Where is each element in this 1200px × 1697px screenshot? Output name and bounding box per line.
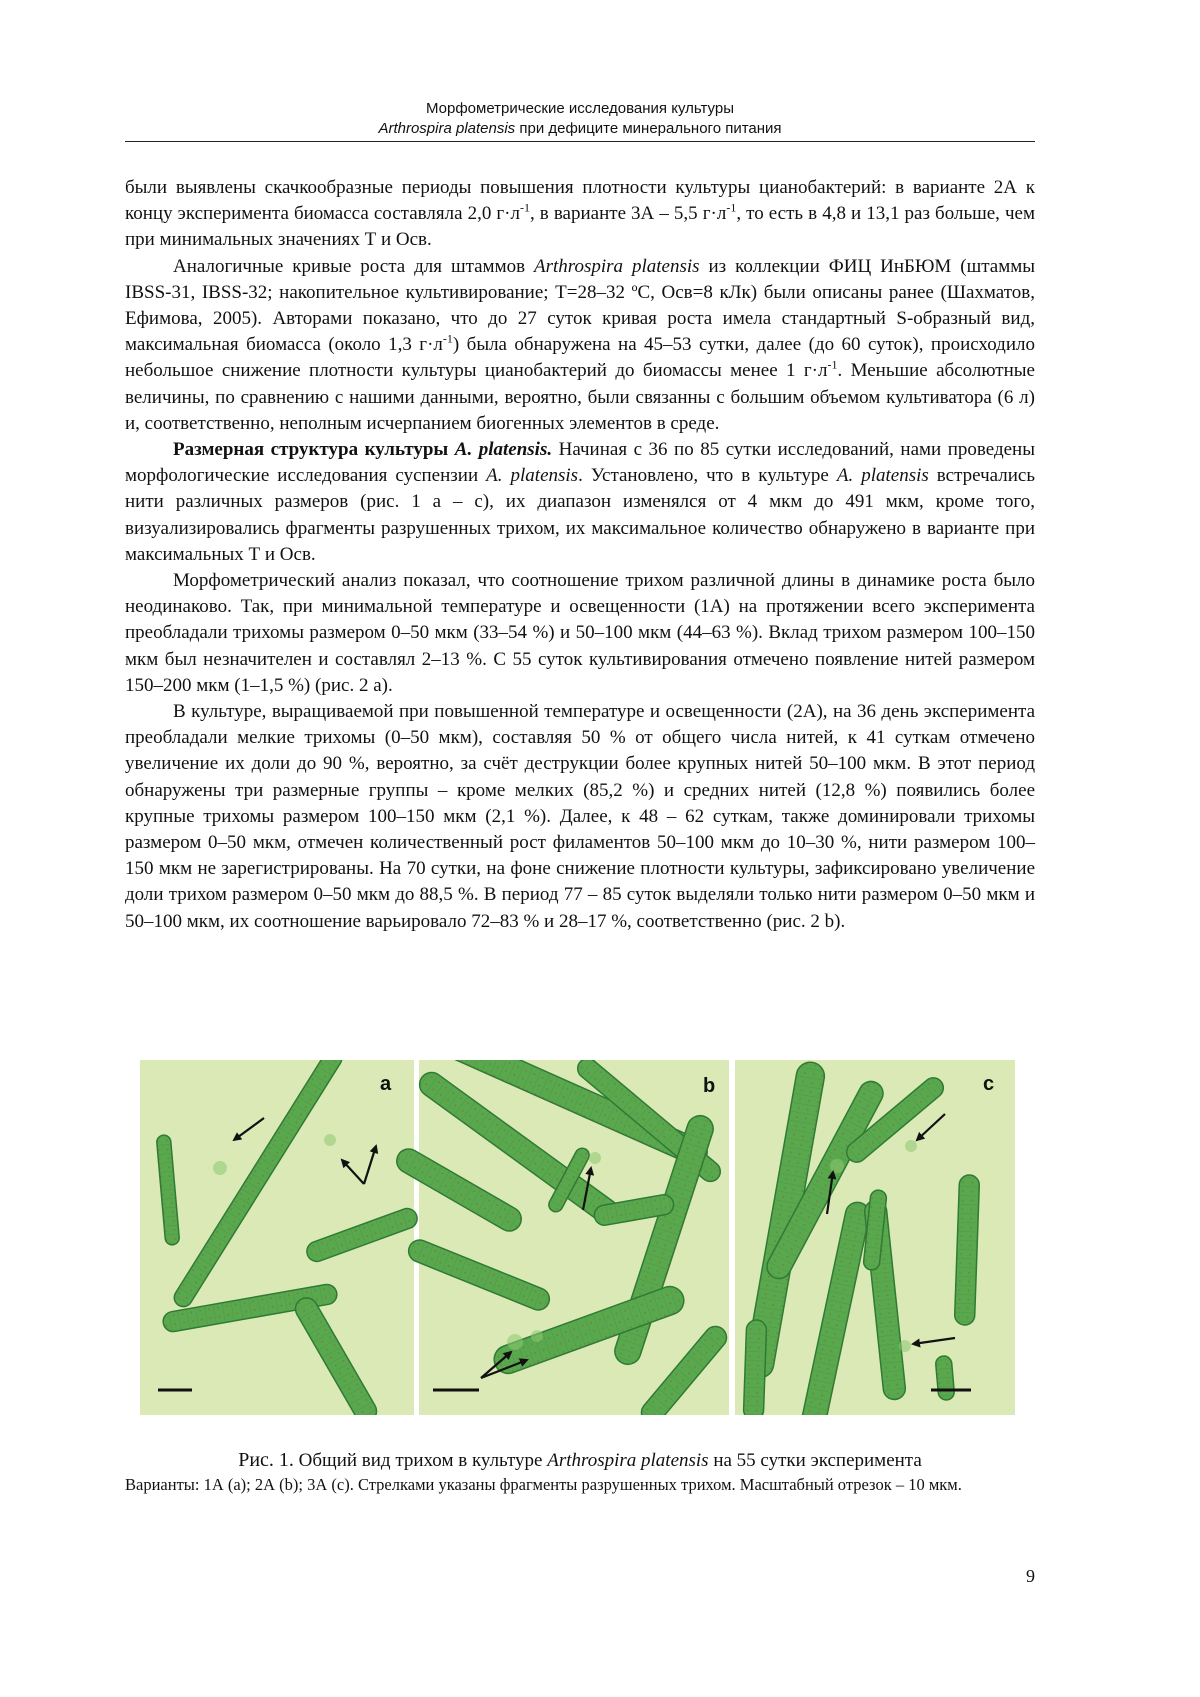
species-name: A. platensis [836, 465, 929, 487]
running-head-species: Arthrospira platensis [378, 120, 516, 137]
text-span: были выявлены скачкообразные периоды повышения плотности культуры цианобактерий: в варианте 2А к концу эксперимента биомасса составляла 2,0 г·л [125, 177, 1035, 225]
text-span: из коллекции ФИЦ ИнБЮМ (штаммы IBSS-31, IBSS-32; накопительное культивирование; T=28–32 ºС, Осв=8 кЛк) были описаны ранее (Шахматов, Ефимова, 2005). Авторами показано, что до 27 суток кривая роста имела стандартный S-образный вид, максимальная биомасса (около 1,3 г·л [125, 255, 1036, 356]
superscript: -1 [442, 331, 453, 346]
text-span: , то есть в 4,8 и 13,1 раз больше, чем при минимальных значениях Т и Осв. [125, 203, 1036, 251]
caption-species: Arthrospira platensis [547, 1450, 709, 1471]
text-span: Начиная с 36 по 85 сутки исследований, нами проведены морфологические исследования суспензии [125, 439, 1035, 487]
micrograph-panel-b [392, 1060, 731, 1415]
page-number: 9 [1026, 1566, 1035, 1586]
figure-label: Рис. 1. [238, 1449, 294, 1471]
section-heading: Размерная структура культуры [173, 439, 455, 461]
panel-label-b: b [703, 1075, 716, 1097]
superscript: -1 [827, 358, 838, 373]
text-span: , в варианте 3А – 5,5 г·л [529, 203, 727, 225]
header-rule [125, 141, 1035, 142]
running-head-line1: Морфометрические исследования культуры [425, 100, 734, 117]
micrograph-panel-a [140, 1060, 420, 1415]
trichome [954, 1175, 979, 1326]
panel-label-c: c [983, 1073, 995, 1095]
micrograph-panel-c [735, 1060, 1015, 1415]
caption-span: Общий вид трихом в культуре [293, 1450, 548, 1471]
species-name: Arthrospira platensis [534, 255, 700, 277]
section-heading-species: A. platensis. [454, 439, 553, 461]
paragraph-3 [125, 437, 1035, 568]
running-head [125, 99, 1035, 139]
figure-1-micrographs [140, 1060, 1015, 1415]
text-span: встречались нити различных размеров (рис. 1 а – с), их диапазон изменялся от 4 мкм до 491 мкм, кроме того, визуализировались фрагменты разрушенных трихом, их максимальное количество обнаружено в варианте при максимальных Т и Осв. [125, 465, 1035, 565]
paragraph-4: Морфометрический анализ показал, что соотношение трихом различной длины в динамике роста было неодинаково. Так, при минимальной температуре и освещенности (1А) на протяжении всего эксперимента преобладали трихомы размером 0–50 мкм (33–54 %) и 50–100 мкм (44–63 %). Вклад трихом размером 100–150 мкм был незначителен и составлял 2–13 %. С 55 суток культивирования отмечено появление нитей размером 150–200 мкм (1–1,5 %) (рис. 2 а). [125, 570, 1035, 696]
trichome [935, 1355, 955, 1400]
trichome [743, 1320, 766, 1415]
figure-1-svg [140, 1060, 1015, 1415]
text-span: Аналогичные кривые роста для штаммов [173, 255, 535, 277]
paragraph-2 [125, 254, 1035, 437]
panel-label-a: a [380, 1073, 392, 1095]
superscript: -1 [726, 200, 737, 215]
figure-caption-text: Варианты: 1А (a); 2А (b); 3А (c). Стрелками указаны фрагменты разрушенных трихом. Масштабный отрезок – 10 мкм. [125, 1475, 962, 1494]
body-text [125, 175, 1035, 935]
text-span: . Меньшие абсолютные величины, по сравнению с нашими данными, вероятно, были связанны с большим объемом культиватора (6 л) и, соответственно, неполным исчерпанием биогенных элементов в среде. [125, 360, 1035, 434]
text-span: . Установлено, что в культуре [578, 465, 837, 487]
species-name: A. platensis [486, 465, 579, 487]
caption-span: на 55 сутки эксперимента [708, 1450, 922, 1471]
running-head-rest: при дефиците минерального питания [515, 120, 782, 137]
running-head-line2 [125, 119, 1035, 139]
paragraph-5: В культуре, выращиваемой при повышенной температуре и освещенности (2А), на 36 день эксперимента преобладали мелкие трихомы (0–50 мкм), составляя 50 % от общего числа нитей, к 41 суткам отмечено увеличение их доли до 90 %, вероятно, за счёт деструкции более крупных нитей 50–100 мкм. В этот период обнаружены три размерные группы – кроме мелких (85,2 %) и средних нитей (12,8 %) появились более крупные трихомы размером 100–150 мкм (2,1 %). Далее, к 48 – 62 суткам, также доминировали трихомы размером 0–50 мкм, отмечен количественный рост филаментов 50–100 мкм до 10–30 %, нити размером 100–150 мкм не зарегистрированы. На 70 сутки, на фоне снижение плотности культуры, зафиксировано увеличение доли трихом размером 0–50 мкм до 88,5 %. В период 77 – 85 суток выделяли только нити размером 0–50 мкм и 50–100 мкм, их соотношение варьировало 72–83 % и 28–17 %, соответственно (рис. 2 b). [125, 701, 1035, 932]
text-span: ) была обнаружена на 45–53 сутки, далее (до 60 суток), происходило небольшое снижение плотности культуры цианобактерий до биомассы менее 1 г·л [125, 334, 1035, 382]
figure-caption-title [125, 1448, 1035, 1473]
paragraph-1 [125, 175, 1035, 254]
superscript: -1 [519, 200, 530, 215]
